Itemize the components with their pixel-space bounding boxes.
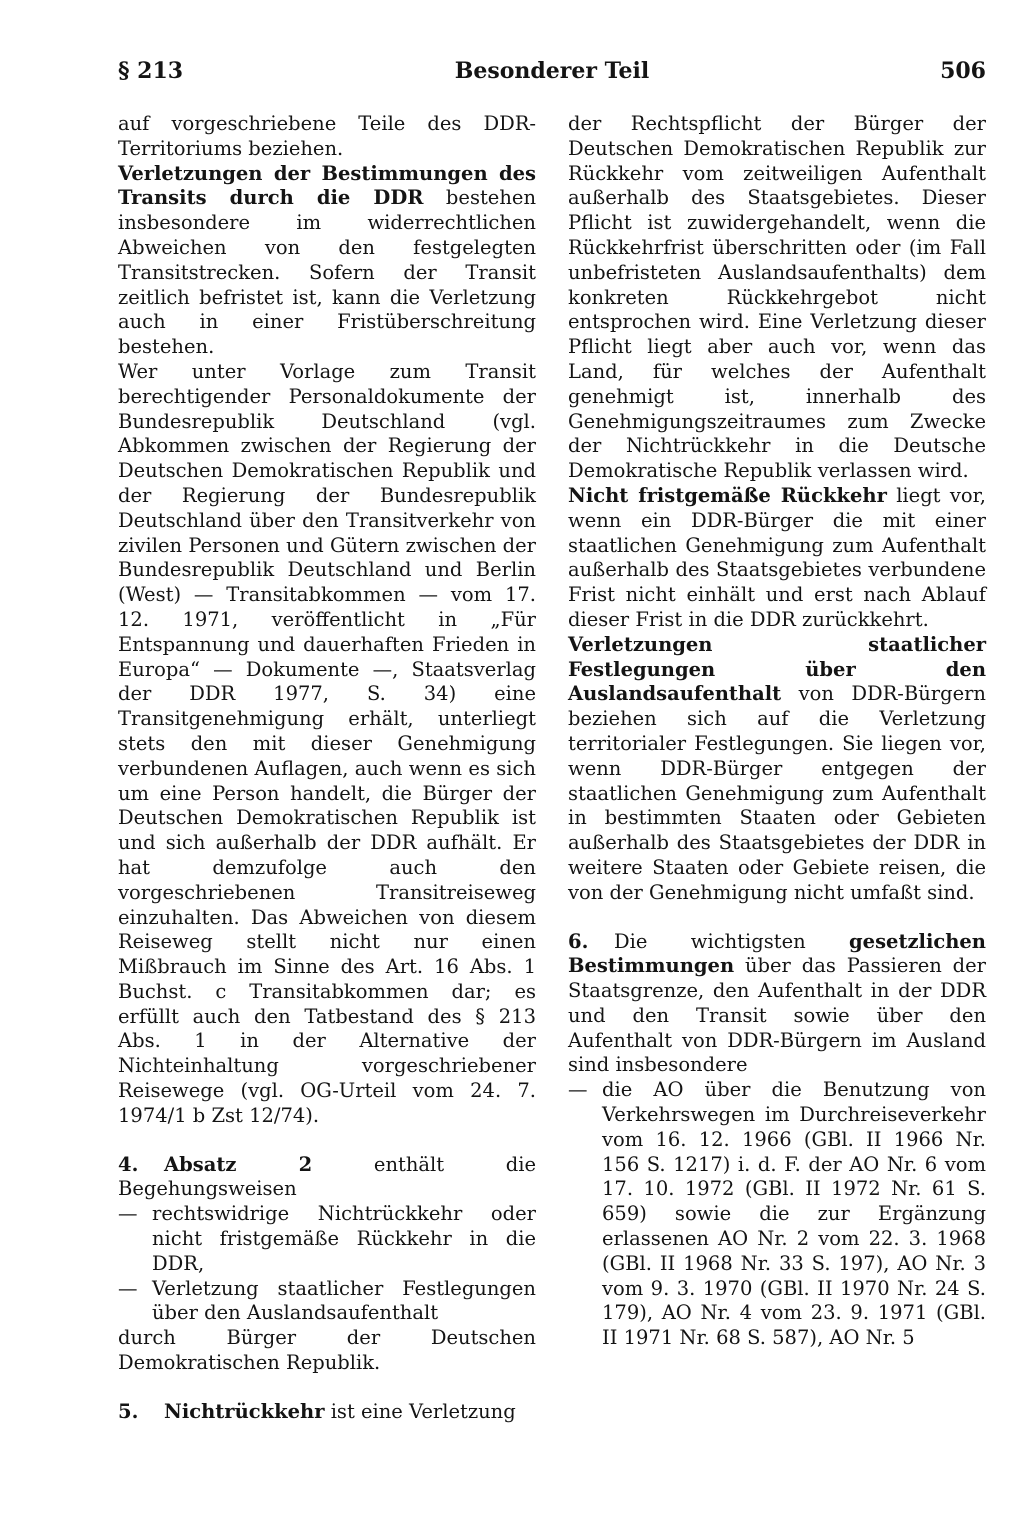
section-number: § 213 xyxy=(118,58,184,84)
list-item-text: Verletzung staatlicher Festlegungen über den Auslandsaufenthalt xyxy=(152,1276,536,1325)
paragraph-text: ist eine Verletzung xyxy=(324,1399,516,1423)
paragraph-text: enthält die Begehungsweisen xyxy=(118,1152,536,1201)
left-column xyxy=(118,112,536,1425)
section-number: 5. xyxy=(118,1399,139,1423)
right-column xyxy=(568,112,986,1351)
section-number: 6. xyxy=(568,929,589,953)
page-number: 506 xyxy=(940,58,986,84)
section-4 xyxy=(118,1153,536,1203)
bold-term: Verletzungen der Bestimmungen des Transits durch die DDR xyxy=(118,161,536,210)
paragraph xyxy=(118,162,536,360)
bold-term: gesetzlichen Bestimmungen xyxy=(568,929,986,978)
bold-term: Nicht fristgemäße Rückkehr xyxy=(568,483,887,507)
dash-bullet: — xyxy=(118,1202,138,1226)
page-header xyxy=(118,58,986,94)
list-item xyxy=(568,1078,986,1351)
list-item-text: rechtswidrige Nichtrückkehr oder nicht fristgemäße Rückkehr in die DDR, xyxy=(152,1202,536,1275)
list-item-text: die AO über die Benutzung von Verkehrswegen im Durchreiseverkehr vom 16. 12. 1966 (GBl. II 1966 Nr. 156 S. 1217) i. d. F. der AO Nr. 6 vom 17. 10. 1972 (GBl. II 1972 Nr. 61 S. 659) sowie die zur Ergänzung erlassenen AO Nr. 2 vom 22. 3. 1968 (GBl. II 1968 Nr. 33 S. 197), AO Nr. 3 vom 9. 3. 1970 (GBl. II 1970 Nr. 24 S. 179), AO Nr. 4 vom 23. 9. 1971 (GBl. II 1971 Nr. 68 S. 587), AO Nr. 5 xyxy=(602,1078,986,1350)
bold-term: Nichtrückkehr xyxy=(164,1399,325,1423)
dash-bullet: — xyxy=(118,1276,138,1300)
list-item xyxy=(118,1277,536,1327)
section-number: 4. xyxy=(118,1152,139,1176)
paragraph xyxy=(568,633,986,906)
list-item xyxy=(118,1202,536,1276)
dash-bullet: — xyxy=(568,1078,588,1102)
running-title: Besonderer Teil xyxy=(454,58,650,84)
paragraph: Wer unter Vorlage zum Transit berechtigender Personaldokumente der Bundesrepublik Deutschland (vgl. Abkommen zwischen der Regierung der Deutschen Demokratischen Republik und der Regierung der Bundesrepublik Deutschland über den Transitverkehr von zivilen Personen und Gütern zwischen der Bundesrepublik Deutschland und Berlin (West) — Transitabkommen — vom 17. 12. 1971, veröffentlicht in „Für Entspannung und dauerhaften Frieden in Europa“ — Dokumente —, Staatsverlag der DDR 1977, S. 34) eine Transitgenehmigung erhält, unterliegt stets den mit dieser Genehmigung verbundenen Auflagen, auch wenn es sich um eine Person handelt, die Bürger der Deutschen Demokratischen Republik ist und sich außerhalb der DDR aufhält. Er hat demzufolge auch den vorgeschriebenen Transitreiseweg einzuhalten. Das Abweichen von diesem Reiseweg stellt nicht nur einen Mißbrauch im Sinne des Art. 16 Abs. 1 Buchst. c Transitabkommen dar; es erfüllt auch den Tatbestand des § 213 Abs. 1 in der Alternative der Nichteinhaltung vorgeschriebener Reisewege (vgl. OG-Urteil vom 24. 7. 1974/1 b Zst 12/74). xyxy=(118,359,536,1127)
paragraph: durch Bürger der Deutschen Demokratischen Republik. xyxy=(118,1326,536,1375)
paragraph-text: von DDR-Bürgern beziehen sich auf die Verletzung territorialer Festlegungen. Sie liegen vor, wenn DDR-Bürger entgegen der staatlichen Genehmigung zum Aufenthalt in bestimmten Staaten oder Gebieten außerhalb des Staatsgebietes der DDR in weitere Staaten oder Gebiete reisen, die von der Genehmigung nicht umfaßt sind. xyxy=(568,682,986,904)
paragraph xyxy=(568,484,986,633)
paragraph: auf vorgeschriebene Teile des DDR-Territoriums beziehen. xyxy=(118,112,536,160)
bold-term: Absatz 2 xyxy=(164,1152,313,1176)
section-6 xyxy=(568,930,986,1079)
bold-term: Verletzungen staatlicher Festlegungen über den Auslandsaufenthalt xyxy=(568,632,986,706)
paragraph-text: Die wichtigsten xyxy=(614,929,850,953)
paragraph-text: über das Passieren der Staatsgrenze, den Aufenthalt in der DDR und den Transit sowie über den Aufenthalt von DDR-Bürgern im Ausland sind insbesondere xyxy=(568,954,986,1077)
section-5 xyxy=(118,1400,536,1425)
paragraph-text: bestehen insbesondere im widerrechtlichen Abweichen von den festgelegten Transitstrecken. Sofern der Transit zeitlich befristet ist, kann die Verletzung auch in einer Fristüberschreitung bestehen. xyxy=(118,186,537,359)
paragraph-text: liegt vor, wenn ein DDR-Bürger die mit einer staatlichen Genehmigung zum Aufenthalt außerhalb des Staatsgebietes verbundene Frist nicht einhält und erst nach Ablauf dieser Frist in die DDR zurückkehrt. xyxy=(568,483,986,631)
paragraph: der Rechtspflicht der Bürger der Deutschen Demokratischen Republik zur Rückkehr vom zeitweiligen Aufenthalt außerhalb des Staatsgebietes. Dieser Pflicht ist zuwidergehandelt, wenn die Rückkehrfrist überschritten oder (im Fall unbefristeten Auslandsaufenthalts) dem konkreten Rückkehrgebot nicht entsprochen wird. Eine Verletzung dieser Pflicht liegt aber auch vor, wenn das Land, für welches der Aufenthalt genehmigt ist, innerhalb des Genehmigungszeitraumes zum Zwecke der Nichtrückkehr in die Deutsche Demokratische Republik verlassen wird. xyxy=(568,112,986,483)
